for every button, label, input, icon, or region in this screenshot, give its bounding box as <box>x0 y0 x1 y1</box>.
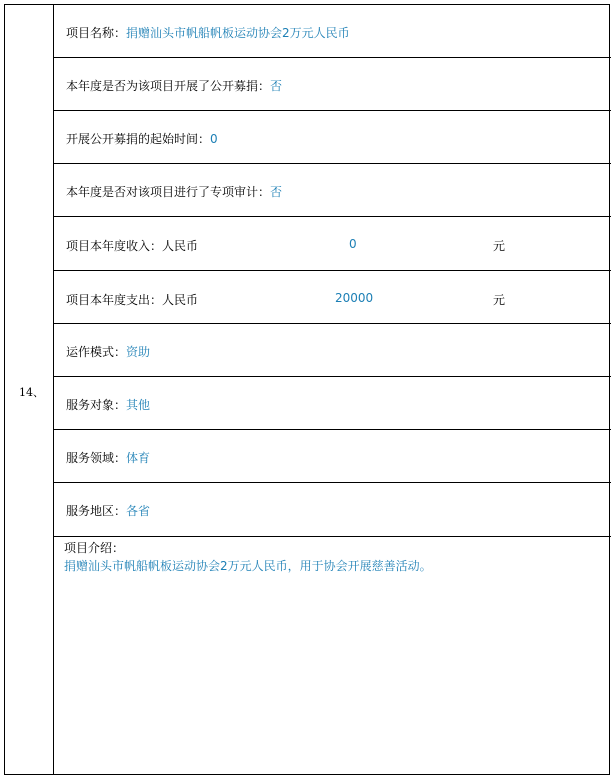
service-field-label: 服务领域： <box>66 451 127 465</box>
operation-mode-row <box>54 324 611 377</box>
project-name-row <box>54 5 611 58</box>
service-target-label: 服务对象： <box>66 398 127 412</box>
public-fundraising-label: 本年度是否为该项目开展了公开募捐： <box>66 79 271 93</box>
income-row <box>54 217 611 271</box>
index-column <box>5 5 54 774</box>
expense-value: 20000 <box>335 291 374 305</box>
service-field-row <box>54 430 611 483</box>
project-intro-label: 项目介绍： <box>64 541 125 555</box>
row-index: 14、 <box>19 386 44 399</box>
audit-value: 否 <box>270 185 283 199</box>
operation-mode-value: 资助 <box>126 345 151 359</box>
service-field-value: 体育 <box>126 451 151 465</box>
audit-row <box>54 164 611 217</box>
project-table <box>4 4 610 775</box>
service-region-row <box>54 483 611 537</box>
operation-mode-label: 运作模式： <box>66 345 127 359</box>
expense-row <box>54 271 611 324</box>
service-region-value: 各省 <box>126 504 151 518</box>
fundraising-start-value: 0 <box>210 132 218 146</box>
project-intro-row <box>54 537 611 774</box>
service-target-value: 其他 <box>126 398 151 412</box>
project-name-label: 项目名称： <box>66 26 127 40</box>
expense-unit: 元 <box>493 293 506 307</box>
public-fundraising-row <box>54 58 611 111</box>
public-fundraising-value: 否 <box>270 79 283 93</box>
project-name-value: 捐赠汕头市帆船帆板运动协会2万元人民币 <box>126 26 350 40</box>
service-target-row <box>54 377 611 430</box>
income-unit: 元 <box>493 239 506 253</box>
service-region-label: 服务地区： <box>66 504 127 518</box>
income-value: 0 <box>349 237 357 251</box>
project-intro-text: 捐赠汕头市帆船帆板运动协会2万元人民币，用于协会开展慈善活动。 <box>64 559 432 573</box>
audit-label: 本年度是否对该项目进行了专项审计： <box>66 185 271 199</box>
income-label: 项目本年度收入：人民币 <box>66 239 199 253</box>
fundraising-start-row <box>54 111 611 164</box>
fundraising-start-label: 开展公开募捐的起始时间： <box>66 132 211 146</box>
expense-label: 项目本年度支出：人民币 <box>66 293 199 307</box>
